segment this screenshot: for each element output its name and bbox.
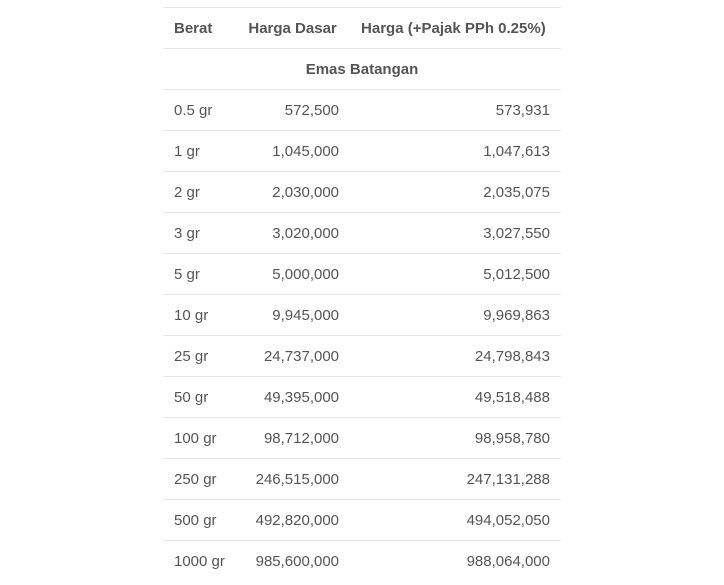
cell-tax-price: 573,931 — [350, 90, 561, 131]
cell-tax-price: 988,064,000 — [350, 541, 561, 582]
cell-tax-price: 9,969,863 — [350, 295, 561, 336]
table-body — [163, 49, 561, 582]
cell-tax-price: 1,047,613 — [350, 131, 561, 172]
cell-base-price: 49,395,000 — [237, 377, 350, 418]
table-row — [163, 254, 561, 295]
cell-weight: 3 gr — [163, 213, 237, 254]
cell-base-price: 2,030,000 — [237, 172, 350, 213]
cell-base-price: 98,712,000 — [237, 418, 350, 459]
cell-weight: 500 gr — [163, 500, 237, 541]
cell-tax-price: 3,027,550 — [350, 213, 561, 254]
cell-base-price: 492,820,000 — [237, 500, 350, 541]
cell-base-price: 9,945,000 — [237, 295, 350, 336]
table-row — [163, 418, 561, 459]
table-row — [163, 131, 561, 172]
cell-weight: 100 gr — [163, 418, 237, 459]
gold-price-table — [163, 7, 561, 581]
cell-tax-price: 49,518,488 — [350, 377, 561, 418]
header-base-price: Harga Dasar — [237, 8, 350, 49]
cell-base-price: 246,515,000 — [237, 459, 350, 500]
table-row — [163, 377, 561, 418]
cell-base-price: 572,500 — [237, 90, 350, 131]
cell-weight: 50 gr — [163, 377, 237, 418]
cell-weight: 1000 gr — [163, 541, 237, 582]
table-row — [163, 500, 561, 541]
cell-weight: 0.5 gr — [163, 90, 237, 131]
table-row — [163, 295, 561, 336]
cell-weight: 10 gr — [163, 295, 237, 336]
table-row — [163, 213, 561, 254]
section-row — [163, 49, 561, 90]
cell-tax-price: 5,012,500 — [350, 254, 561, 295]
cell-base-price: 985,600,000 — [237, 541, 350, 582]
cell-weight: 5 gr — [163, 254, 237, 295]
table-row — [163, 172, 561, 213]
header-weight: Berat — [163, 8, 237, 49]
cell-tax-price: 494,052,050 — [350, 500, 561, 541]
table-row — [163, 541, 561, 582]
header-tax-price: Harga (+Pajak PPh 0.25%) — [350, 8, 561, 49]
section-title: Emas Batangan — [163, 49, 561, 90]
table-row — [163, 459, 561, 500]
cell-weight: 250 gr — [163, 459, 237, 500]
cell-base-price: 1,045,000 — [237, 131, 350, 172]
table-row — [163, 336, 561, 377]
table-header-row — [163, 8, 561, 49]
cell-weight: 1 gr — [163, 131, 237, 172]
cell-base-price: 24,737,000 — [237, 336, 350, 377]
cell-base-price: 3,020,000 — [237, 213, 350, 254]
cell-tax-price: 24,798,843 — [350, 336, 561, 377]
cell-tax-price: 98,958,780 — [350, 418, 561, 459]
cell-base-price: 5,000,000 — [237, 254, 350, 295]
cell-weight: 25 gr — [163, 336, 237, 377]
cell-weight: 2 gr — [163, 172, 237, 213]
cell-tax-price: 247,131,288 — [350, 459, 561, 500]
table-row — [163, 90, 561, 131]
cell-tax-price: 2,035,075 — [350, 172, 561, 213]
